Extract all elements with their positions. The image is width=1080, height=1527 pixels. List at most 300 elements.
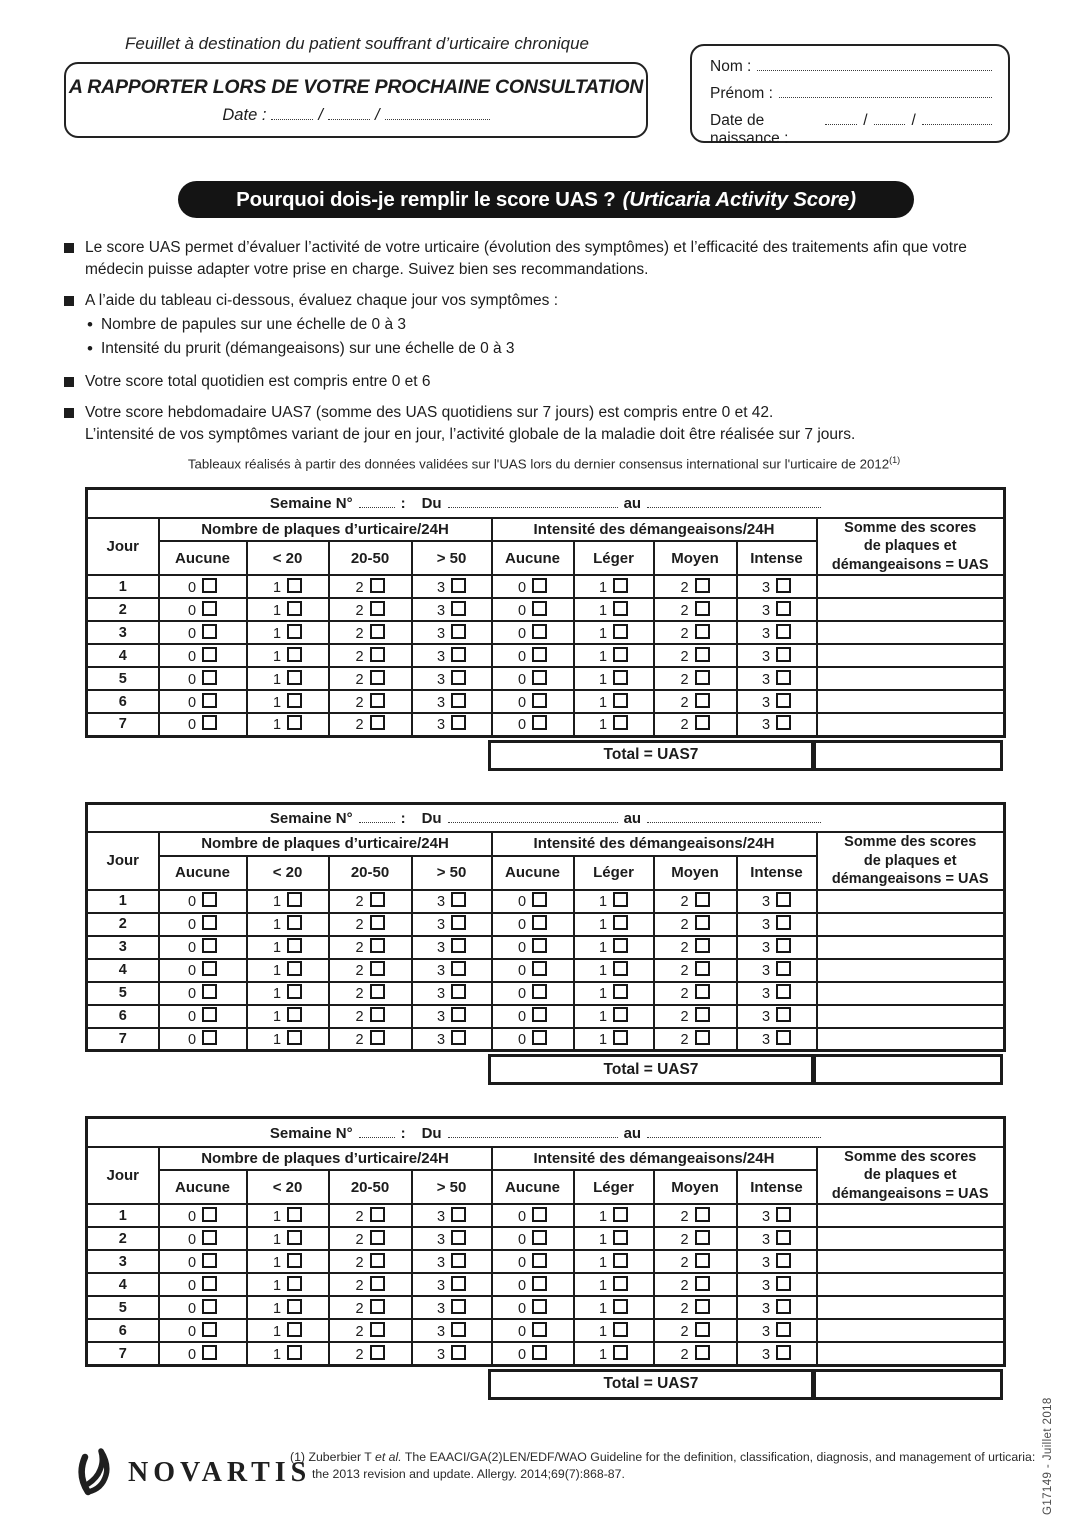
score-option-cell bbox=[159, 982, 247, 1005]
checkbox[interactable] bbox=[613, 693, 628, 708]
checkbox[interactable] bbox=[695, 892, 710, 907]
score-option-cell bbox=[412, 1296, 492, 1319]
date-month-blank[interactable] bbox=[328, 106, 370, 120]
uas-score-cell[interactable] bbox=[817, 667, 1005, 690]
checkbox[interactable] bbox=[776, 578, 791, 593]
checkbox[interactable] bbox=[776, 624, 791, 639]
checkbox[interactable] bbox=[532, 601, 547, 616]
checkbox[interactable] bbox=[370, 601, 385, 616]
checkbox[interactable] bbox=[287, 624, 302, 639]
score-value: 1 bbox=[272, 579, 282, 596]
week-start-date-blank[interactable] bbox=[448, 494, 618, 508]
checkbox[interactable] bbox=[451, 961, 466, 976]
score-value: 3 bbox=[436, 940, 446, 957]
score-option-cell bbox=[412, 1342, 492, 1365]
week-end-date-blank[interactable] bbox=[647, 494, 821, 508]
uas-score-cell[interactable] bbox=[817, 644, 1005, 667]
checkbox[interactable] bbox=[532, 915, 547, 930]
uas-score-cell[interactable] bbox=[817, 713, 1005, 736]
checkbox[interactable] bbox=[695, 984, 710, 999]
uas-score-cell[interactable] bbox=[817, 1319, 1005, 1342]
checkbox[interactable] bbox=[202, 892, 217, 907]
day-number-cell: 6 bbox=[87, 690, 159, 713]
uas-score-cell[interactable] bbox=[817, 913, 1005, 936]
score-option-cell bbox=[412, 890, 492, 913]
checkbox[interactable] bbox=[451, 670, 466, 685]
score-option-cell bbox=[329, 644, 412, 667]
bullet-item bbox=[64, 290, 1056, 362]
score-option-cell bbox=[654, 1005, 737, 1028]
week-number-blank[interactable] bbox=[359, 1124, 395, 1138]
checkbox[interactable] bbox=[451, 693, 466, 708]
score-value: 2 bbox=[355, 625, 364, 642]
birth-year-blank[interactable] bbox=[922, 111, 992, 125]
checkbox[interactable] bbox=[695, 1030, 710, 1045]
checkbox[interactable] bbox=[532, 984, 547, 999]
checkbox[interactable] bbox=[370, 1299, 385, 1314]
score-option-cell bbox=[654, 667, 737, 690]
checkbox[interactable] bbox=[202, 1007, 217, 1022]
uas-week-table bbox=[85, 802, 1006, 1053]
checkbox[interactable] bbox=[370, 624, 385, 639]
checkbox[interactable] bbox=[370, 1322, 385, 1337]
checkbox[interactable] bbox=[613, 1030, 628, 1045]
square-bullet-icon bbox=[64, 408, 74, 418]
checkbox[interactable] bbox=[613, 892, 628, 907]
plaques-option-header: Aucune bbox=[159, 856, 247, 890]
uas-score-cell[interactable] bbox=[817, 1296, 1005, 1319]
checkbox[interactable] bbox=[776, 1030, 791, 1045]
checkbox[interactable] bbox=[287, 938, 302, 953]
uas-score-cell[interactable] bbox=[817, 1342, 1005, 1365]
checkbox[interactable] bbox=[370, 961, 385, 976]
week-start-date-blank[interactable] bbox=[448, 1124, 618, 1138]
checkbox[interactable] bbox=[613, 984, 628, 999]
checkbox[interactable] bbox=[451, 1345, 466, 1360]
score-value: 2 bbox=[680, 579, 689, 596]
checkbox[interactable] bbox=[695, 1007, 710, 1022]
column-groups-row bbox=[87, 832, 1005, 856]
score-option-cell bbox=[247, 1319, 329, 1342]
checkbox[interactable] bbox=[776, 693, 791, 708]
uas-score-cell[interactable] bbox=[817, 621, 1005, 644]
checkbox[interactable] bbox=[202, 1322, 217, 1337]
checkbox[interactable] bbox=[776, 1276, 791, 1291]
score-option-cell bbox=[492, 890, 574, 913]
sub-bullet-text: Intensité du prurit (démangeaisons) sur une échelle de 0 à 3 bbox=[100, 340, 515, 357]
checkbox[interactable] bbox=[532, 715, 547, 730]
checkbox[interactable] bbox=[695, 624, 710, 639]
checkbox[interactable] bbox=[287, 1207, 302, 1222]
checkbox[interactable] bbox=[287, 670, 302, 685]
score-option-cell bbox=[574, 1028, 654, 1051]
checkbox[interactable] bbox=[613, 1345, 628, 1360]
week-number-blank[interactable] bbox=[359, 809, 395, 823]
checkbox[interactable] bbox=[370, 647, 385, 662]
checkbox[interactable] bbox=[532, 578, 547, 593]
checkbox[interactable] bbox=[776, 647, 791, 662]
checkbox[interactable] bbox=[532, 1207, 547, 1222]
checkbox[interactable] bbox=[695, 1322, 710, 1337]
column-groups-row bbox=[87, 518, 1005, 542]
week-label: Semaine N° bbox=[269, 1124, 353, 1142]
score-option-cell bbox=[737, 690, 817, 713]
checkbox[interactable] bbox=[532, 1322, 547, 1337]
checkbox[interactable] bbox=[613, 1322, 628, 1337]
uas-score-cell[interactable] bbox=[817, 982, 1005, 1005]
checkbox[interactable] bbox=[613, 1253, 628, 1268]
checkbox[interactable] bbox=[370, 984, 385, 999]
checkbox[interactable] bbox=[287, 1276, 302, 1291]
checkbox[interactable] bbox=[287, 715, 302, 730]
uas7-total-cell[interactable] bbox=[813, 1369, 1003, 1400]
score-value: 0 bbox=[187, 917, 197, 934]
score-value: 3 bbox=[761, 1277, 771, 1294]
checkbox[interactable] bbox=[613, 1276, 628, 1291]
plaques-option-header: 20-50 bbox=[329, 1170, 412, 1204]
checkbox[interactable] bbox=[451, 578, 466, 593]
checkbox[interactable] bbox=[370, 1007, 385, 1022]
checkbox[interactable] bbox=[370, 1345, 385, 1360]
score-value: 1 bbox=[272, 963, 282, 980]
day-row bbox=[87, 598, 1005, 621]
sum-header-line: Somme des scores bbox=[844, 834, 977, 851]
banner-question: Pourquoi dois-je remplir le score UAS ? bbox=[236, 187, 616, 211]
checkbox[interactable] bbox=[532, 647, 547, 662]
checkbox[interactable] bbox=[202, 938, 217, 953]
checkbox[interactable] bbox=[202, 647, 217, 662]
checkbox[interactable] bbox=[202, 1207, 217, 1222]
uas7-total-cell[interactable] bbox=[813, 740, 1003, 771]
uas-score-cell[interactable] bbox=[817, 936, 1005, 959]
checkbox[interactable] bbox=[776, 1207, 791, 1222]
checkbox[interactable] bbox=[695, 693, 710, 708]
checkbox[interactable] bbox=[532, 1030, 547, 1045]
birth-month-blank[interactable] bbox=[874, 111, 906, 125]
uas-score-cell[interactable] bbox=[817, 598, 1005, 621]
checkbox[interactable] bbox=[287, 647, 302, 662]
checkbox[interactable] bbox=[532, 1299, 547, 1314]
checkbox[interactable] bbox=[451, 915, 466, 930]
score-value: 3 bbox=[436, 986, 446, 1003]
checkbox[interactable] bbox=[695, 1299, 710, 1314]
day-row bbox=[87, 1342, 1005, 1365]
slash: / bbox=[863, 112, 868, 129]
checkbox[interactable] bbox=[532, 1230, 547, 1245]
bullet-list bbox=[64, 237, 1056, 455]
checkbox[interactable] bbox=[202, 601, 217, 616]
checkbox[interactable] bbox=[451, 1207, 466, 1222]
uas-score-cell[interactable] bbox=[817, 890, 1005, 913]
score-value: 2 bbox=[680, 671, 689, 688]
checkbox[interactable] bbox=[451, 715, 466, 730]
checkbox[interactable] bbox=[370, 1253, 385, 1268]
score-value: 2 bbox=[680, 1208, 689, 1225]
checkbox[interactable] bbox=[613, 670, 628, 685]
checkbox[interactable] bbox=[287, 601, 302, 616]
score-option-cell bbox=[574, 1005, 654, 1028]
checkbox[interactable] bbox=[776, 892, 791, 907]
checkbox[interactable] bbox=[287, 693, 302, 708]
checkbox[interactable] bbox=[451, 1276, 466, 1291]
score-option-cell bbox=[159, 1227, 247, 1250]
checkbox[interactable] bbox=[202, 624, 217, 639]
day-number-cell: 7 bbox=[87, 1342, 159, 1365]
checkbox[interactable] bbox=[287, 1030, 302, 1045]
checkbox[interactable] bbox=[532, 693, 547, 708]
checkbox[interactable] bbox=[451, 624, 466, 639]
checkbox[interactable] bbox=[613, 961, 628, 976]
checkbox[interactable] bbox=[695, 670, 710, 685]
score-value: 3 bbox=[761, 1009, 771, 1026]
week-header-line bbox=[88, 1124, 1003, 1142]
checkbox[interactable] bbox=[370, 578, 385, 593]
checkbox[interactable] bbox=[202, 1276, 217, 1291]
uas-score-cell[interactable] bbox=[817, 959, 1005, 982]
score-value: 1 bbox=[272, 717, 282, 734]
date-year-blank[interactable] bbox=[385, 106, 490, 120]
day-row bbox=[87, 644, 1005, 667]
uas-score-cell[interactable] bbox=[817, 575, 1005, 598]
checkbox[interactable] bbox=[613, 647, 628, 662]
week-end-date-blank[interactable] bbox=[647, 809, 821, 823]
checkbox[interactable] bbox=[532, 961, 547, 976]
checkbox[interactable] bbox=[287, 984, 302, 999]
score-option-cell bbox=[412, 959, 492, 982]
date-day-blank[interactable] bbox=[271, 106, 313, 120]
checkbox[interactable] bbox=[451, 1030, 466, 1045]
uas-score-cell[interactable] bbox=[817, 1273, 1005, 1296]
checkbox[interactable] bbox=[370, 915, 385, 930]
day-row bbox=[87, 1273, 1005, 1296]
week-start-date-blank[interactable] bbox=[448, 809, 618, 823]
day-row bbox=[87, 1319, 1005, 1342]
checkbox[interactable] bbox=[451, 1253, 466, 1268]
uas7-total-cell[interactable] bbox=[813, 1054, 1003, 1085]
sub-bullet-text: Nombre de papules sur une échelle de 0 à 3 bbox=[100, 316, 406, 333]
checkbox[interactable] bbox=[370, 715, 385, 730]
score-value: 0 bbox=[187, 602, 197, 619]
checkbox[interactable] bbox=[370, 938, 385, 953]
checkbox[interactable] bbox=[776, 1299, 791, 1314]
checkbox[interactable] bbox=[613, 938, 628, 953]
day-row bbox=[87, 1204, 1005, 1227]
checkbox[interactable] bbox=[532, 624, 547, 639]
checkbox[interactable] bbox=[287, 1299, 302, 1314]
checkbox[interactable] bbox=[776, 1230, 791, 1245]
bullet-text bbox=[85, 402, 855, 446]
week-end-date-blank[interactable] bbox=[647, 1124, 821, 1138]
score-option-cell bbox=[574, 1342, 654, 1365]
checkbox[interactable] bbox=[370, 1230, 385, 1245]
score-option-cell bbox=[492, 936, 574, 959]
checkbox[interactable] bbox=[370, 1276, 385, 1291]
checkbox[interactable] bbox=[695, 1207, 710, 1222]
day-number-cell: 1 bbox=[87, 1204, 159, 1227]
checkbox[interactable] bbox=[451, 1007, 466, 1022]
checkbox[interactable] bbox=[613, 1230, 628, 1245]
firstname-input-line[interactable] bbox=[779, 84, 992, 98]
checkbox[interactable] bbox=[451, 1322, 466, 1337]
checkbox[interactable] bbox=[287, 961, 302, 976]
score-value: 0 bbox=[187, 579, 197, 596]
checkbox[interactable] bbox=[532, 938, 547, 953]
day-row bbox=[87, 890, 1005, 913]
score-value: 1 bbox=[272, 602, 282, 619]
checkbox[interactable] bbox=[451, 892, 466, 907]
checkbox[interactable] bbox=[695, 715, 710, 730]
score-option-cell bbox=[329, 621, 412, 644]
checkbox[interactable] bbox=[287, 1322, 302, 1337]
score-value: 1 bbox=[272, 648, 282, 665]
checkbox[interactable] bbox=[695, 961, 710, 976]
score-option-cell bbox=[159, 913, 247, 936]
checkbox[interactable] bbox=[613, 624, 628, 639]
birth-day-blank[interactable] bbox=[825, 111, 857, 125]
checkbox[interactable] bbox=[776, 915, 791, 930]
checkbox[interactable] bbox=[202, 961, 217, 976]
uas-score-cell[interactable] bbox=[817, 1227, 1005, 1250]
checkbox[interactable] bbox=[451, 984, 466, 999]
day-row bbox=[87, 690, 1005, 713]
checkbox[interactable] bbox=[202, 693, 217, 708]
score-option-cell bbox=[574, 982, 654, 1005]
checkbox[interactable] bbox=[613, 1207, 628, 1222]
checkbox[interactable] bbox=[695, 601, 710, 616]
checkbox[interactable] bbox=[532, 1276, 547, 1291]
checkbox[interactable] bbox=[776, 984, 791, 999]
score-value: 1 bbox=[272, 671, 282, 688]
checkbox[interactable] bbox=[776, 1322, 791, 1337]
day-row bbox=[87, 959, 1005, 982]
checkbox[interactable] bbox=[695, 578, 710, 593]
checkbox[interactable] bbox=[532, 892, 547, 907]
itch-group-header: Intensité des démangeaisons/24H bbox=[492, 518, 817, 542]
score-value: 1 bbox=[598, 671, 608, 688]
checkbox[interactable] bbox=[532, 670, 547, 685]
checkbox[interactable] bbox=[287, 1230, 302, 1245]
checkbox[interactable] bbox=[287, 915, 302, 930]
checkbox[interactable] bbox=[451, 1299, 466, 1314]
checkbox[interactable] bbox=[451, 647, 466, 662]
checkbox[interactable] bbox=[287, 1345, 302, 1360]
checkbox[interactable] bbox=[202, 915, 217, 930]
checkbox[interactable] bbox=[776, 1253, 791, 1268]
score-value: 0 bbox=[187, 1032, 197, 1049]
score-value: 2 bbox=[680, 1277, 689, 1294]
checkbox[interactable] bbox=[202, 1253, 217, 1268]
checkbox[interactable] bbox=[202, 715, 217, 730]
checkbox[interactable] bbox=[370, 670, 385, 685]
week-header-row bbox=[87, 1118, 1005, 1147]
score-option-cell bbox=[654, 913, 737, 936]
score-value: 1 bbox=[272, 1254, 282, 1271]
checkbox[interactable] bbox=[202, 1345, 217, 1360]
checkbox[interactable] bbox=[613, 1299, 628, 1314]
score-option-cell bbox=[574, 1204, 654, 1227]
checkbox[interactable] bbox=[287, 578, 302, 593]
week-header-line bbox=[88, 494, 1003, 512]
week-number-blank[interactable] bbox=[359, 494, 395, 508]
uas-score-cell[interactable] bbox=[817, 1005, 1005, 1028]
score-value: 2 bbox=[355, 602, 364, 619]
uas-score-cell[interactable] bbox=[817, 1204, 1005, 1227]
checkbox[interactable] bbox=[287, 1007, 302, 1022]
checkbox[interactable] bbox=[776, 601, 791, 616]
checkbox[interactable] bbox=[776, 938, 791, 953]
checkbox[interactable] bbox=[202, 1030, 217, 1045]
score-value: 3 bbox=[436, 894, 446, 911]
score-option-cell bbox=[247, 1204, 329, 1227]
score-value: 2 bbox=[355, 648, 364, 665]
score-value: 2 bbox=[355, 694, 364, 711]
patient-sheet-note: Feuillet à destination du patient souffrant d’urticaire chronique bbox=[124, 34, 589, 53]
checkbox[interactable] bbox=[451, 1230, 466, 1245]
checkbox[interactable] bbox=[695, 647, 710, 662]
checkbox[interactable] bbox=[613, 578, 628, 593]
consultation-title: A RAPPORTER LORS DE VOTRE PROCHAINE CONSULTATION bbox=[68, 75, 644, 98]
plaques-option-header: < 20 bbox=[247, 541, 329, 575]
checkbox[interactable] bbox=[202, 578, 217, 593]
score-value: 3 bbox=[436, 717, 446, 734]
checkbox[interactable] bbox=[202, 1299, 217, 1314]
checkbox[interactable] bbox=[695, 1230, 710, 1245]
checkbox[interactable] bbox=[695, 938, 710, 953]
checkbox[interactable] bbox=[613, 715, 628, 730]
checkbox[interactable] bbox=[532, 1007, 547, 1022]
tables-source-note bbox=[85, 455, 1003, 471]
checkbox[interactable] bbox=[695, 1253, 710, 1268]
score-value: 3 bbox=[761, 1254, 771, 1271]
checkbox[interactable] bbox=[613, 915, 628, 930]
checkbox[interactable] bbox=[613, 601, 628, 616]
checkbox[interactable] bbox=[776, 670, 791, 685]
checkbox[interactable] bbox=[451, 601, 466, 616]
day-number-cell: 7 bbox=[87, 1028, 159, 1051]
score-value: 0 bbox=[517, 1323, 527, 1340]
checkbox[interactable] bbox=[532, 1345, 547, 1360]
score-value: 3 bbox=[436, 579, 446, 596]
checkbox[interactable] bbox=[287, 892, 302, 907]
checkbox[interactable] bbox=[532, 1253, 547, 1268]
uas-score-cell[interactable] bbox=[817, 690, 1005, 713]
checkbox[interactable] bbox=[370, 1207, 385, 1222]
checkbox[interactable] bbox=[776, 961, 791, 976]
score-option-cell bbox=[329, 598, 412, 621]
checkbox[interactable] bbox=[451, 938, 466, 953]
checkbox[interactable] bbox=[370, 693, 385, 708]
checkbox[interactable] bbox=[202, 984, 217, 999]
checkbox[interactable] bbox=[776, 1007, 791, 1022]
uas-score-cell[interactable] bbox=[817, 1028, 1005, 1051]
checkbox[interactable] bbox=[776, 715, 791, 730]
checkbox[interactable] bbox=[695, 1345, 710, 1360]
score-option-cell bbox=[737, 575, 817, 598]
checkbox[interactable] bbox=[695, 915, 710, 930]
checkbox[interactable] bbox=[287, 1253, 302, 1268]
checkbox[interactable] bbox=[613, 1007, 628, 1022]
checkbox[interactable] bbox=[776, 1345, 791, 1360]
checkbox[interactable] bbox=[202, 1230, 217, 1245]
checkbox[interactable] bbox=[370, 1030, 385, 1045]
checkbox[interactable] bbox=[695, 1276, 710, 1291]
score-value: 2 bbox=[680, 1032, 689, 1049]
checkbox[interactable] bbox=[202, 670, 217, 685]
name-input-line[interactable] bbox=[757, 57, 992, 71]
checkbox[interactable] bbox=[370, 892, 385, 907]
uas-score-cell[interactable] bbox=[817, 1250, 1005, 1273]
score-option-cell bbox=[574, 1319, 654, 1342]
